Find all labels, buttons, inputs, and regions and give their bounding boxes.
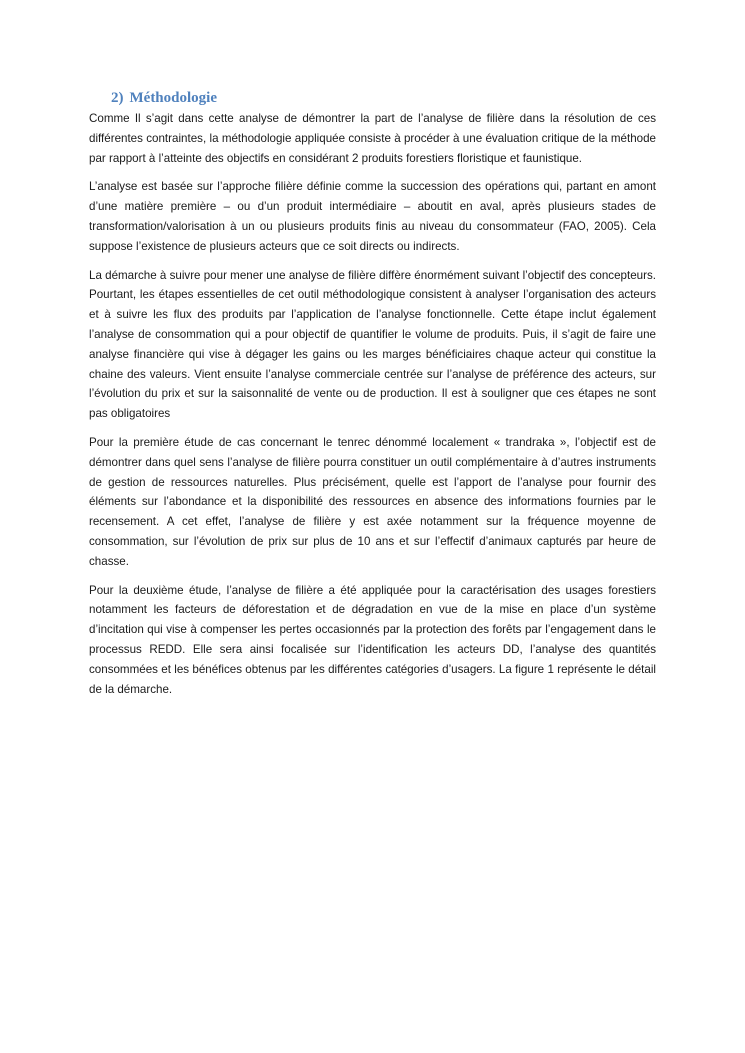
paragraph-intro: Comme Il s’agit dans cette analyse de démontrer la part de l’analyse de filière dans la résolution de ces différentes contraintes, la méthodologie appliquée consiste à procéder à une évaluation critique de la méthode par rapport à l’atteinte des objectifs en considérant 2 produits forestiers floristique et faunistique. <box>89 112 656 165</box>
section-title: Méthodologie <box>129 90 217 106</box>
page-content <box>89 88 656 708</box>
paragraph-case-study-1: Pour la première étude de cas concernant le tenrec dénommé localement « trandraka », l’objectif est de démontrer dans quel sens l’analyse de filière pourra constituer un outil complémentaire à d’autres instruments de gestion de ressources naturelles. Plus précisément, quelle est l’apport de l’analyse pour fournir des éléments sur l’abondance et la disponibilité des ressources en absence des informations fournies par le recensement. A cet effet, l’analyse de filière y est axée notamment sur la fréquence moyenne de consommation, sur l’évolution de prix sur plus de 10 ans et sur l’effectif d’animaux capturés par heure de chasse. <box>89 435 656 568</box>
section-heading <box>111 88 656 108</box>
section-number: 2) <box>111 90 124 106</box>
paragraph-steps: La démarche à suivre pour mener une analyse de filière diffère énormément suivant l’objectif des concepteurs. Pourtant, les étapes essentielles de cet outil méthodologique consistent à analyser l’organisation des acteurs et à suivre les flux des produits par l’application de l’analyse fonctionnelle. Cette étape inclut également l’analyse de consommation qui a pour objectif de quantifier le volume de produits. Puis, il s’agit de faire une analyse financière qui vise à dégager les gains ou les marges bénéficiaires chaque acteur qui constitue la chaine des valeurs. Vient ensuite l’analyse commerciale centrée sur l’analyse de préférence des acteurs, sur l’évolution du prix et sur la saisonnalité de vente ou de production. Il est à souligner que ces étapes ne sont pas obligatoires <box>89 268 656 421</box>
paragraph-approach: L’analyse est basée sur l’approche filière définie comme la succession des opérations qui, partant en amont d’une matière première – ou d’un produit intermédiaire – aboutit en aval, après plusieurs stades de transformation/valorisation à un ou plusieurs produits finis au niveau du consommateur (FAO, 2005). Cela suppose l’existence de plusieurs acteurs que ce soit directs ou indirects. <box>89 180 656 253</box>
paragraph-case-study-2: Pour la deuxième étude, l’analyse de filière a été appliquée pour la caractérisation des usages forestiers notamment les facteurs de déforestation et de dégradation en vue de la mise en place d’un système d’incitation qui vise à compenser les pertes occasionnés par la protection des forêts par l’engagement dans le processus REDD. Elle sera ainsi focalisée sur l’identification les acteurs DD, l’analyse des quantités consommées et les bénéfices obtenus par les différentes catégories d’usagers. La figure 1 représente le détail de la démarche. <box>89 583 656 696</box>
